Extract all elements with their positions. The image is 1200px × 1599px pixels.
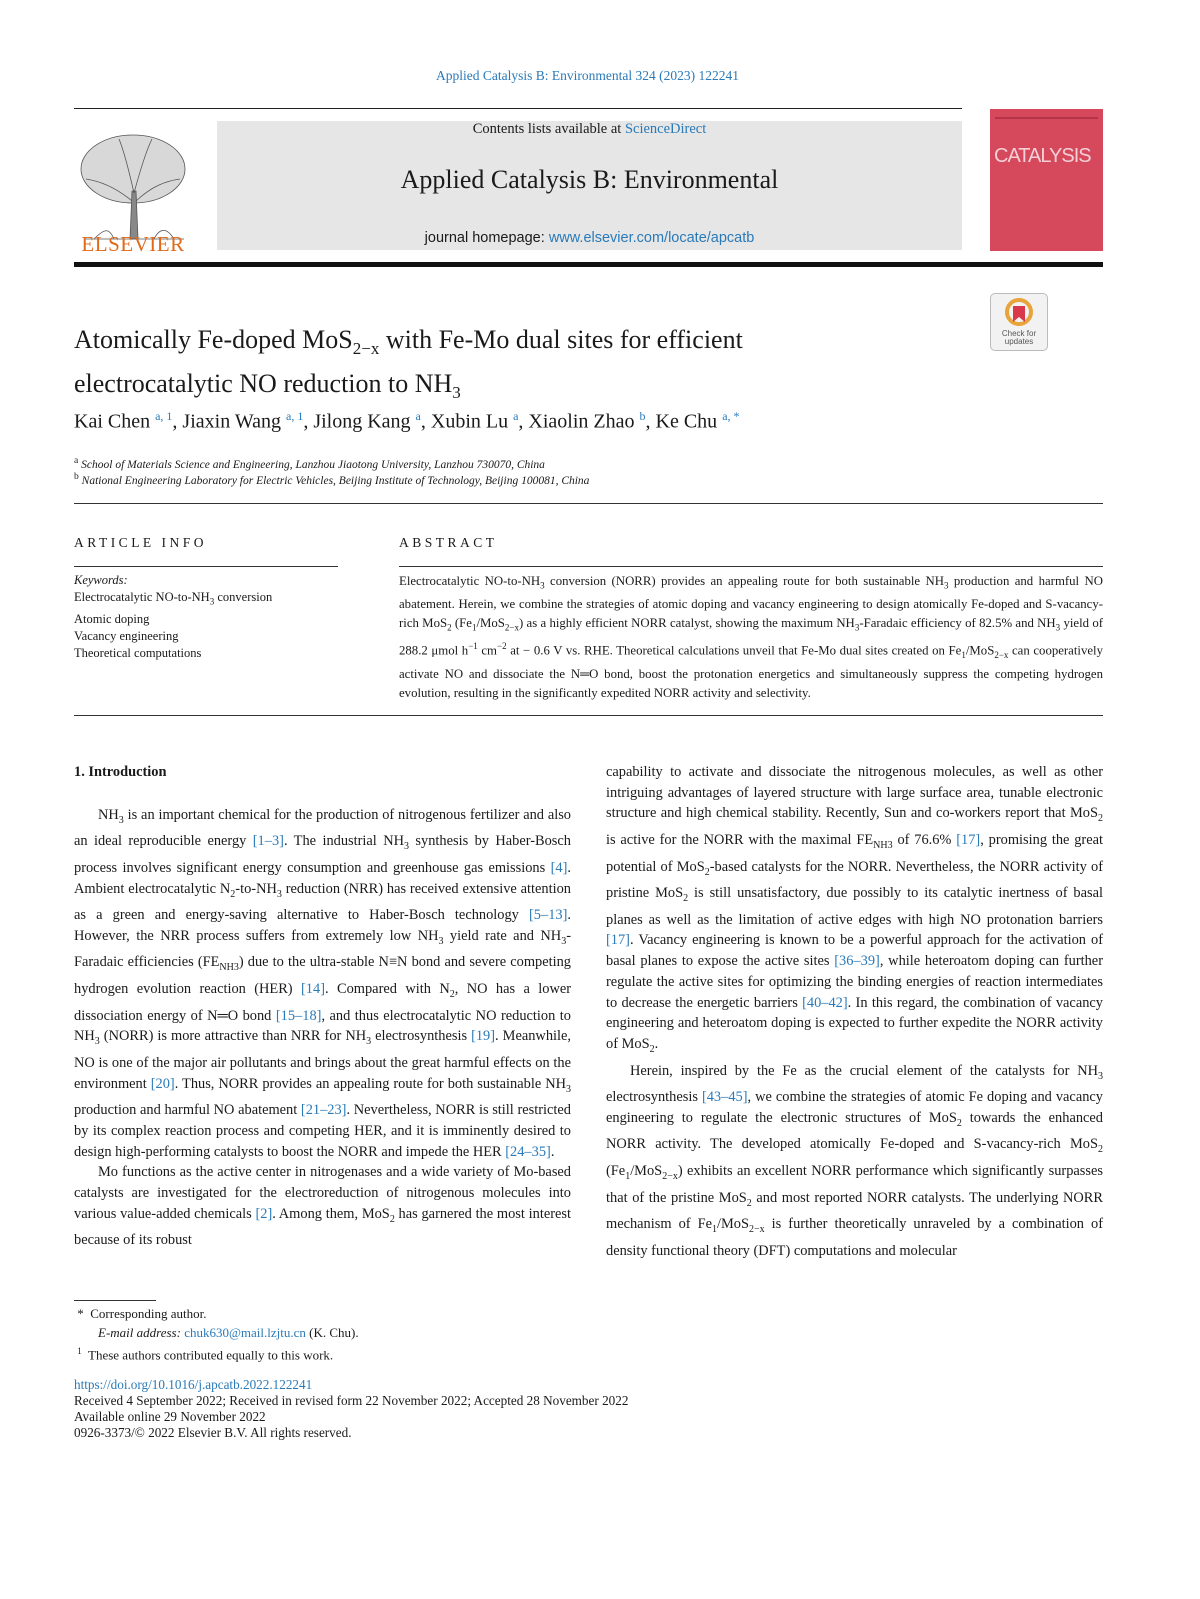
citation-link[interactable]: [17] bbox=[956, 831, 981, 848]
email-suffix: (K. Chu). bbox=[305, 1325, 359, 1340]
citation-link[interactable]: [21–23] bbox=[300, 1102, 347, 1119]
author-affil-mark[interactable]: b bbox=[639, 409, 646, 423]
author-affil-mark[interactable]: a, 1 bbox=[286, 409, 304, 423]
bookmark-icon bbox=[1004, 298, 1034, 330]
citation-link[interactable]: [5–13] bbox=[529, 907, 568, 924]
journal-title: Applied Catalysis B: Environmental bbox=[400, 165, 779, 194]
contents-prefix: Contents lists available at bbox=[472, 121, 625, 137]
body-paragraph: Mo functions as the active center in nitrogenases and a wide variety of Mo-based catalysts are investigated for the electroreduction of nitrogenous molecules into various value-added chemicals [2]. Among them, MoS$_2$ has garnered the most interest because of its robust bbox=[74, 1164, 571, 1249]
available-online: Available online 29 November 2022 bbox=[74, 1409, 266, 1424]
title-part: electrocatalytic NO reduction to NH bbox=[74, 369, 453, 399]
citation-link[interactable]: [24–35] bbox=[505, 1143, 551, 1160]
author-name[interactable]: Xiaolin Zhao bbox=[528, 410, 635, 433]
section-heading: 1. Introduction bbox=[74, 764, 167, 780]
citation-link[interactable]: [4] bbox=[550, 859, 568, 876]
article-title bbox=[74, 322, 934, 410]
abstract-heading: ABSTRACT bbox=[399, 535, 498, 550]
author-name[interactable]: Xubin Lu bbox=[430, 410, 509, 433]
citation-link[interactable]: [17] bbox=[606, 932, 630, 949]
abstract-text: Electrocatalytic $NO-to-NH_3$ conversion (NORR) provides an appealing route for both sustainable $NH_3$ production and harmful NO abatement. Herein, we combine the strategies of atomic doping and vacancy engineering to design atomically Fe-doped and S-vacancy-rich MoS$_2$ $(Fe_1/MoS_{2-x})$ as a highly efficient NORR catalyst, showing the maximum $NH_3$-Faradaic efficiency of 82.5% and $NH_3$ yield of 288.2 μmol $h^{-1}$ $cm^{-2}$ at − 0.6 V vs. RHE. Theoretical calculations unveil that Fe-Mo dual sites created on $Fe_1/MoS_{2-x}$ can cooperatively activate NO and dissociate the N═O bond, boost the protonation energetics and simultaneously suppress the competing hydrogen evolution, resulting in the significantly expedited NORR activity and selectivity. bbox=[399, 574, 1104, 700]
affiliation-mark: b bbox=[74, 471, 79, 482]
footnote-text: These authors contributed equally to this work. bbox=[88, 1347, 334, 1363]
journal-banner bbox=[217, 121, 962, 250]
citation-link[interactable]: [19] bbox=[471, 1028, 496, 1045]
keywords-label: Keywords: bbox=[74, 573, 128, 587]
journal-cover-image bbox=[990, 109, 1103, 251]
citation-link[interactable]: [43–45] bbox=[701, 1089, 748, 1106]
affiliation-text: National Engineering Laboratory for Electric Vehicles, Beijing Institute of Technology, Beijing 100081, China bbox=[81, 474, 590, 487]
email-label: E-mail address: bbox=[98, 1325, 181, 1340]
article-info-heading: ARTICLE INFO bbox=[74, 535, 208, 550]
title-subscript: 2−x bbox=[352, 339, 380, 359]
received-dates: Received 4 September 2022; Received in revised form 22 November 2022; Accepted 28 November 2022 bbox=[74, 1393, 629, 1408]
title-part: Atomically Fe-doped MoS bbox=[74, 325, 353, 354]
top-rule bbox=[74, 108, 962, 109]
abstract-rule bbox=[399, 566, 1103, 567]
divider bbox=[74, 503, 1103, 504]
copyright: 0926-3373/© 2022 Elsevier B.V. All rights reserved. bbox=[74, 1425, 352, 1440]
body-paragraph: Herein, inspired by the Fe as the crucial element of the catalysts for $NH_3$ electrosynthesis [43–45], we combine the strategies of atomic Fe doping and vacancy engineering to regulate the electronic structures of MoS$_2$ towards the enhanced NORR activity. The developed atomically Fe-doped and S-vacancy-rich MoS$_2$ $(Fe_1/MoS_{2-x})$ exhibits an excellent NORR performance which significantly surpasses that of the pristine MoS$_2$ and most reported NORR catalysts. The underlying NORR mechanism of $Fe_1/MoS_{2-x}$ is further theoretically unraveled by a combination of density functional theory (DFT) computations and molecular bbox=[606, 1062, 1103, 1259]
author-name[interactable]: Ke Chu bbox=[655, 410, 718, 433]
right-column bbox=[606, 762, 1103, 1261]
keyword-item: Theoretical computations bbox=[74, 645, 202, 660]
author-name[interactable]: Kai Chen bbox=[74, 410, 151, 433]
author-affil-mark[interactable]: a bbox=[513, 409, 519, 423]
citation-link[interactable]: [14] bbox=[301, 981, 325, 997]
citation-link[interactable]: [15–18] bbox=[275, 1007, 322, 1024]
homepage-line bbox=[217, 230, 962, 246]
affiliation-a bbox=[74, 455, 545, 471]
author-name[interactable]: Jilong Kang bbox=[313, 410, 411, 433]
cover-stripe bbox=[995, 117, 1098, 119]
footnote-rule bbox=[74, 1300, 156, 1301]
title-subscript: 3 bbox=[452, 383, 461, 403]
contents-line bbox=[217, 121, 962, 138]
citation-link[interactable]: [1–3] bbox=[252, 833, 284, 850]
publication-info bbox=[74, 1377, 974, 1441]
footnotes bbox=[74, 1304, 674, 1364]
doi-link[interactable]: https://doi.org/10.1016/j.apcatb.2022.122241 bbox=[74, 1377, 313, 1392]
citation-link[interactable]: [40–42] bbox=[802, 994, 848, 1011]
keyword-item: Vacancy engineering bbox=[74, 628, 179, 643]
author-name[interactable]: Jiaxin Wang bbox=[182, 410, 281, 433]
keywords-block bbox=[74, 572, 334, 662]
email-link[interactable]: chuk630@mail.lzjtu.cn bbox=[184, 1325, 306, 1340]
check-for-updates-badge[interactable] bbox=[990, 293, 1048, 351]
citation-link[interactable]: [20] bbox=[150, 1075, 175, 1092]
keyword-item: Atomic doping bbox=[74, 611, 150, 626]
author-affil-mark[interactable]: a, * bbox=[722, 409, 740, 423]
left-column bbox=[74, 762, 571, 1251]
author-affil-mark[interactable]: a, 1 bbox=[155, 409, 173, 423]
footnote-email bbox=[74, 1323, 674, 1342]
affiliation-text: School of Materials Science and Engineering, Lanzhou Jiaotong University, Lanzhou 730070, China bbox=[81, 458, 545, 471]
footnote-equal: $^1$ These authors contributed equally to this work. bbox=[77, 1346, 334, 1363]
author-list: Kai Chen $^{a, 1}$, Jiaxin Wang $^{a, 1}$, Jilong Kang $^a$, Xubin Lu $^a$, Xiaolin Zhao $^b$, Ke Chu $^{a, *}$ bbox=[74, 409, 740, 433]
footnote-corresponding: * Corresponding author. bbox=[74, 1306, 207, 1321]
divider bbox=[74, 715, 1103, 716]
affiliation-b bbox=[74, 471, 589, 487]
citation-link[interactable]: [36–39] bbox=[834, 953, 880, 970]
article-info-rule bbox=[74, 566, 338, 567]
citation-link[interactable]: [2] bbox=[255, 1205, 273, 1222]
footnote-text: Corresponding author. bbox=[90, 1306, 207, 1321]
homepage-prefix: journal homepage: bbox=[424, 230, 549, 246]
sciencedirect-link[interactable]: ScienceDirect bbox=[624, 121, 707, 137]
body-paragraph: capability to activate and dissociate the nitrogenous molecules, as well as other intriguing advantages of layered structure with large surface area, tunable electronic structure and high chemical stability. Recently, Sun and co-workers report that MoS$_2$ is active for the NORR with the maximal $FE_{NH3}$ of 76.6% [17], promising the great potential of MoS$_2$-based catalysts for the NORR. Nevertheless, the NORR activity of pristine MoS$_2$ is still unsatisfactory, due possibly to its catalytic inertness of basal planes as well as the limitation of active edges with high NO protonation barriers [17]. Vacancy engineering is known to be a powerful approach for the activation of basal planes to expose the active sites [36–39], while heteroatom doping can further regulate the active sites for optimizing the binding energies of reaction intermediates to decrease the energetic barriers [40–42]. In this regard, the combination of vacancy engineering and heteroatom doping is expected to further expedite the NORR activity of MoS$_2$. bbox=[606, 764, 1103, 1055]
author-affil-mark[interactable]: a bbox=[415, 409, 421, 423]
keyword-item: Electrocatalytic $NO-to-NH_3$ conversion bbox=[74, 590, 273, 607]
affiliation-mark: a bbox=[74, 455, 79, 466]
header-thick-rule bbox=[74, 262, 1103, 267]
journal-reference[interactable]: Applied Catalysis B: Environmental 324 (2023) 122241 bbox=[436, 68, 739, 83]
homepage-link[interactable]: www.elsevier.com/locate/apcatb bbox=[548, 230, 755, 246]
body-paragraph: $NH_3$ is an important chemical for the production of nitrogenous fertilizer and also an ideal reproducible energy [1–3]. The industrial $NH_3$ synthesis by Haber-Bosch process involves significant energy consumption and greenhouse gas emissions [4]. Ambient electrocatalytic $N_2-to-NH_3$ reduction (NRR) has received extensive attention as a green and energy-saving alternative to Haber-Bosch technology [5–13]. However, the NRR process suffers from extremely low $NH_3$ yield rate and $NH_3$-Faradaic efficiencies $(FE_{NH3})$ due to the ultra-stable N≡N bond and severe competing hydrogen evolution reaction (HER) [14]. Compared with $N_2$, NO has a lower dissociation energy of N═O bond [15–18], and thus electrocatalytic NO reduction to $NH_3$ (NORR) is more attractive than NRR for $NH_3$ electrosynthesis [19]. Meanwhile, NO is one of the major air pollutants and brings about the great harmful effects on the environment [20]. Thus, NORR provides an appealing route for both sustainable $NH_3$ production and harmful NO abatement [21–23]. Nevertheless, NORR is still restricted by its complex reaction process and competing HER, and it is imminently desired to design high-performing catalysts to boost the NORR and impede the HER [24–35]. bbox=[74, 806, 572, 1160]
elsevier-wordmark: ELSEVIER bbox=[81, 232, 185, 256]
title-part: with Fe-Mo dual sites for efficient bbox=[379, 325, 743, 354]
check-updates-label: Check for updates bbox=[1001, 329, 1037, 346]
cover-word: CATALYSIS bbox=[994, 145, 1091, 167]
